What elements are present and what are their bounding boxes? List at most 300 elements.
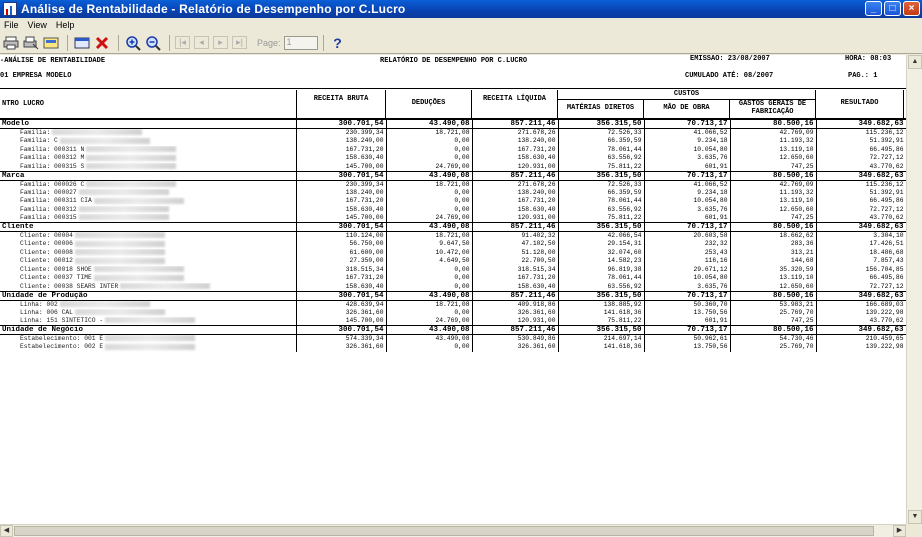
- row-label-cell: [0, 335, 296, 344]
- table-cell: 166.689,03: [816, 300, 906, 309]
- table-cell: 230.399,34: [296, 180, 386, 189]
- table-cell: 13.119,10: [730, 146, 816, 155]
- window-title: Análise de Rentabilidade - Relatório de Desempenho por C.Lucro: [21, 2, 406, 16]
- row-label-cell: [0, 309, 296, 318]
- group-total-cell: 857.211,46: [472, 120, 558, 129]
- table-cell: 747,25: [730, 163, 816, 172]
- table-cell: 17.426,51: [816, 240, 906, 249]
- table-cell: 0,00: [386, 137, 472, 146]
- table-cell: 3.635,76: [644, 154, 730, 163]
- table-row: [0, 197, 906, 206]
- redacted-text: [94, 198, 184, 204]
- table-row: [0, 206, 906, 215]
- table-cell: 42.769,09: [730, 180, 816, 189]
- table-cell: 3.635,76: [644, 283, 730, 292]
- table-cell: 326.361,60: [296, 343, 386, 352]
- table-cell: 29.154,31: [558, 240, 644, 249]
- menu-file[interactable]: File: [4, 20, 19, 30]
- horizontal-scrollbar[interactable]: [0, 524, 906, 537]
- table-row: [0, 163, 906, 172]
- scroll-thumb[interactable]: [14, 526, 874, 536]
- row-label-cell: [0, 214, 296, 223]
- table-cell: 0,00: [386, 146, 472, 155]
- table-cell: 167.731,20: [296, 146, 386, 155]
- group-label: Unidade de Negócio: [0, 326, 296, 335]
- table-cell: 75.811,22: [558, 317, 644, 326]
- table-cell: 230.399,34: [296, 129, 386, 138]
- table-cell: 318.515,34: [296, 266, 386, 275]
- table-cell: 96.819,38: [558, 266, 644, 275]
- window-controls: [865, 1, 920, 16]
- report-page: [0, 55, 906, 524]
- table-cell: 4.649,50: [386, 257, 472, 266]
- row-label-cell: [0, 300, 296, 309]
- table-cell: 158.630,40: [296, 154, 386, 163]
- table-cell: 35.320,59: [730, 266, 816, 275]
- next-page-icon[interactable]: ▸: [213, 36, 228, 49]
- table-cell: 51.392,91: [816, 189, 906, 198]
- table-cell: 51.392,91: [816, 137, 906, 146]
- table-cell: 61.600,00: [296, 249, 386, 258]
- table-cell: 66.495,86: [816, 146, 906, 155]
- table-row: [0, 214, 906, 223]
- col-receita-liquida: RECEITA LÍQUIDA: [472, 90, 558, 119]
- table-row: [0, 154, 906, 163]
- group-total-cell: 349.682,63: [816, 326, 906, 335]
- table-cell: 145.700,00: [296, 317, 386, 326]
- row-label-cell: [0, 274, 296, 283]
- table-cell: 66.495,86: [816, 274, 906, 283]
- scrollbar-corner: [906, 524, 922, 537]
- print-icon[interactable]: [2, 34, 20, 52]
- table-cell: 313,21: [730, 249, 816, 258]
- report-table: [0, 119, 906, 352]
- redacted-text: [75, 249, 165, 255]
- table-cell: 158.630,40: [296, 283, 386, 292]
- table-cell: 138.240,00: [472, 189, 558, 198]
- group-total-cell: 300.701,54: [296, 291, 386, 300]
- table-cell: 0,00: [386, 189, 472, 198]
- row-label: Família: 000312 M: [20, 154, 85, 162]
- table-cell: 144,68: [730, 257, 816, 266]
- table-cell: 63.556,92: [558, 206, 644, 215]
- group-total-cell: 356.315,50: [558, 171, 644, 180]
- row-label-cell: [0, 154, 296, 163]
- row-label: Família: 000315: [20, 214, 77, 221]
- vertical-scrollbar[interactable]: [906, 55, 922, 524]
- report-emission-date: EMISSÃO: 23/08/2007: [690, 55, 770, 63]
- row-label: Estabelecimento: 002 E: [20, 343, 104, 351]
- group-total-cell: 70.713,17: [644, 171, 730, 180]
- app-icon[interactable]: [3, 2, 17, 16]
- table-cell: 0,00: [386, 283, 472, 292]
- col-mao-obra: MÃO DE OBRA: [644, 100, 730, 119]
- redacted-text: [105, 344, 195, 350]
- table-cell: 24.769,00: [386, 317, 472, 326]
- group-total-cell: 349.682,63: [816, 171, 906, 180]
- redacted-text: [79, 214, 169, 220]
- redacted-text: [105, 335, 195, 341]
- table-cell: 158.630,40: [296, 206, 386, 215]
- table-row: [0, 309, 906, 318]
- table-cell: 141.618,36: [558, 309, 644, 318]
- group-total-cell: 857.211,46: [472, 326, 558, 335]
- table-row: [0, 274, 906, 283]
- redacted-text: [105, 317, 195, 323]
- group-label: Unidade de Produção: [0, 291, 296, 300]
- table-cell: 50.962,61: [644, 335, 730, 344]
- redacted-text: [75, 232, 165, 238]
- table-cell: 0,00: [386, 343, 472, 352]
- table-cell: 25.769,70: [730, 309, 816, 318]
- row-label: Estabelecimento: 001 E: [20, 335, 104, 342]
- table-row: [0, 232, 906, 241]
- row-label-cell: [0, 249, 296, 258]
- row-label: Família: 000311 N: [20, 145, 85, 153]
- table-cell: 72.727,12: [816, 154, 906, 163]
- scroll-up-icon[interactable]: ▲: [908, 55, 922, 69]
- row-label: Família: 000315 S: [20, 162, 85, 170]
- row-label-cell: [0, 180, 296, 189]
- table-cell: 530.849,86: [472, 335, 558, 344]
- table-cell: 75.811,22: [558, 214, 644, 223]
- table-cell: 72.526,33: [558, 129, 644, 138]
- row-label-cell: [0, 146, 296, 155]
- group-total-cell: 43.490,08: [386, 291, 472, 300]
- table-cell: 41.066,52: [644, 129, 730, 138]
- table-cell: 115.236,12: [816, 180, 906, 189]
- group-total-row: [0, 326, 906, 335]
- table-cell: 22.700,50: [472, 257, 558, 266]
- table-cell: 12.650,60: [730, 154, 816, 163]
- table-cell: 214.697,14: [558, 335, 644, 344]
- group-total-cell: 857.211,46: [472, 291, 558, 300]
- group-total-cell: 80.500,16: [730, 120, 816, 129]
- report-title: RELATÓRIO DE DESEMPENHO POR C.LUCRO: [380, 57, 528, 65]
- table-cell: 3.304,10: [816, 232, 906, 241]
- table-cell: 29.671,12: [644, 266, 730, 275]
- redacted-text: [120, 283, 210, 289]
- table-cell: 14.582,23: [558, 257, 644, 266]
- table-cell: 326.361,60: [472, 309, 558, 318]
- table-cell: 53.983,21: [730, 300, 816, 309]
- table-cell: 167.731,20: [296, 197, 386, 206]
- table-row: [0, 137, 906, 146]
- table-row: [0, 180, 906, 189]
- table-cell: 13.119,10: [730, 274, 816, 283]
- table-cell: 283,36: [730, 240, 816, 249]
- table-cell: 0,00: [386, 206, 472, 215]
- table-cell: 12.650,60: [730, 283, 816, 292]
- row-label: Família: C: [20, 137, 58, 145]
- close-button[interactable]: ×: [903, 1, 920, 16]
- row-label-cell: [0, 206, 296, 215]
- group-total-cell: 356.315,50: [558, 120, 644, 129]
- table-cell: 9.234,18: [644, 189, 730, 198]
- row-label-cell: [0, 317, 296, 326]
- table-cell: 18.721,08: [386, 129, 472, 138]
- table-cell: 47.102,50: [472, 240, 558, 249]
- row-label: Família: 000026 C: [20, 180, 85, 188]
- table-cell: 167.731,20: [472, 146, 558, 155]
- last-page-icon[interactable]: ▸|: [232, 36, 247, 49]
- group-total-cell: 43.490,08: [386, 120, 472, 129]
- print-setup-icon[interactable]: [22, 34, 40, 52]
- page-input[interactable]: 1: [284, 36, 318, 50]
- table-cell: 326.361,60: [472, 343, 558, 352]
- group-total-cell: 300.701,54: [296, 120, 386, 129]
- table-cell: 24.769,00: [386, 163, 472, 172]
- row-label: Família: 000312: [20, 205, 77, 213]
- table-cell: 43.490,08: [386, 335, 472, 344]
- title-bar[interactable]: [0, 0, 922, 18]
- menu-bar: [0, 18, 922, 32]
- table-row: [0, 257, 906, 266]
- table-cell: 78.061,44: [558, 197, 644, 206]
- table-cell: 32.074,60: [558, 249, 644, 258]
- redacted-text: [86, 146, 176, 152]
- table-cell: 120.931,00: [472, 317, 558, 326]
- report-page-number: PAG.: 1: [848, 72, 878, 80]
- table-cell: 253,43: [644, 249, 730, 258]
- table-cell: 138.240,00: [296, 189, 386, 198]
- row-label: Cliente: 00012: [20, 257, 73, 265]
- table-cell: 232,32: [644, 240, 730, 249]
- table-cell: 66.359,59: [558, 137, 644, 146]
- table-cell: 9.234,18: [644, 137, 730, 146]
- table-cell: 271.678,26: [472, 129, 558, 138]
- group-total-cell: 300.701,54: [296, 223, 386, 232]
- report-app-title: -ANÁLISE DE RENTABILIDADE: [0, 57, 106, 65]
- table-cell: 56.750,00: [296, 240, 386, 249]
- table-cell: 158.630,40: [472, 283, 558, 292]
- table-cell: 43.770,62: [816, 317, 906, 326]
- col-resultado: RESULTADO: [816, 90, 904, 119]
- table-cell: 72.727,12: [816, 283, 906, 292]
- table-cell: 0,00: [386, 309, 472, 318]
- group-total-cell: 300.701,54: [296, 326, 386, 335]
- table-cell: 601,91: [644, 317, 730, 326]
- scroll-left-icon[interactable]: ◀: [0, 525, 13, 537]
- redacted-text: [94, 266, 184, 272]
- table-cell: 574.339,34: [296, 335, 386, 344]
- table-cell: 10.054,80: [644, 197, 730, 206]
- table-cell: 50.360,70: [644, 300, 730, 309]
- group-label: Modelo: [0, 120, 296, 129]
- table-cell: 120.931,00: [472, 214, 558, 223]
- table-cell: 9.647,50: [386, 240, 472, 249]
- table-cell: 63.556,92: [558, 154, 644, 163]
- group-total-cell: 356.315,50: [558, 291, 644, 300]
- export-icon[interactable]: [42, 34, 60, 52]
- table-cell: 139.222,98: [816, 343, 906, 352]
- group-total-cell: 80.500,16: [730, 223, 816, 232]
- first-page-icon[interactable]: |◂: [175, 36, 190, 49]
- table-cell: 10.472,00: [386, 249, 472, 258]
- menu-help[interactable]: Help: [55, 20, 75, 30]
- row-label-cell: [0, 266, 296, 275]
- table-row: [0, 129, 906, 138]
- minimize-button[interactable]: _: [865, 1, 882, 16]
- table-cell: 13.750,56: [644, 343, 730, 352]
- redacted-text: [60, 301, 150, 307]
- table-cell: 91.402,32: [472, 232, 558, 241]
- report-cumulative-date: CUMULADO ATÉ: 08/2007: [685, 72, 774, 80]
- row-label-cell: [0, 137, 296, 146]
- group-total-row: [0, 291, 906, 300]
- row-label: Cliente: 00037 TIME: [20, 274, 92, 282]
- group-total-cell: 43.490,08: [386, 223, 472, 232]
- toolbar: [0, 32, 922, 54]
- group-total-cell: 70.713,17: [644, 223, 730, 232]
- page-label: Page:: [257, 37, 281, 48]
- table-cell: 0,00: [386, 266, 472, 275]
- col-deducoes: DEDUÇÕES: [386, 90, 472, 119]
- prev-page-icon[interactable]: ◂: [194, 36, 209, 49]
- zoom-out-icon[interactable]: [144, 34, 162, 52]
- row-label-cell: [0, 257, 296, 266]
- group-label: Marca: [0, 171, 296, 180]
- group-total-cell: 356.315,50: [558, 326, 644, 335]
- table-cell: 120.931,00: [472, 163, 558, 172]
- row-label-cell: [0, 283, 296, 292]
- table-cell: 210.459,65: [816, 335, 906, 344]
- group-total-cell: 356.315,50: [558, 223, 644, 232]
- table-cell: 42.066,54: [558, 232, 644, 241]
- scroll-down-icon[interactable]: ▼: [908, 510, 922, 524]
- table-cell: 63.556,92: [558, 283, 644, 292]
- group-total-row: [0, 223, 906, 232]
- redacted-text: [60, 138, 150, 144]
- table-cell: 116,16: [644, 257, 730, 266]
- row-label: Cliente: 00038 SEARS INTER: [20, 282, 119, 290]
- table-cell: 18.721,08: [386, 300, 472, 309]
- redacted-text: [52, 129, 142, 135]
- table-cell: 18.486,68: [816, 249, 906, 258]
- table-cell: 18.721,08: [386, 180, 472, 189]
- table-cell: 27.350,00: [296, 257, 386, 266]
- table-row: [0, 300, 906, 309]
- menu-view[interactable]: View: [27, 20, 47, 30]
- group-total-row: [0, 171, 906, 180]
- table-cell: 3.635,76: [644, 206, 730, 215]
- group-total-cell: 70.713,17: [644, 120, 730, 129]
- table-cell: 24.769,00: [386, 214, 472, 223]
- table-row: [0, 249, 906, 258]
- table-cell: 138.240,00: [296, 137, 386, 146]
- table-cell: 7.857,43: [816, 257, 906, 266]
- toolbar-separator: [67, 35, 68, 51]
- table-cell: 78.061,44: [558, 146, 644, 155]
- row-label-cell: [0, 189, 296, 198]
- table-cell: 42.769,09: [730, 129, 816, 138]
- report-time: HORA: 08:03: [845, 55, 892, 63]
- row-label: Cliente: 00006: [20, 240, 73, 248]
- table-row: [0, 343, 906, 352]
- table-row: [0, 146, 906, 155]
- row-label-cell: [0, 240, 296, 249]
- help-icon[interactable]: ?: [333, 34, 342, 51]
- toolbar-separator: [323, 35, 324, 51]
- group-total-row: [0, 120, 906, 129]
- table-cell: 115.236,12: [816, 129, 906, 138]
- table-cell: 158.630,40: [472, 206, 558, 215]
- group-total-cell: 70.713,17: [644, 291, 730, 300]
- table-cell: 78.061,44: [558, 274, 644, 283]
- table-cell: 271.678,26: [472, 180, 558, 189]
- delete-icon[interactable]: [93, 34, 111, 52]
- row-label: Cliente: 00018 SHOE: [20, 265, 92, 273]
- table-cell: 66.495,86: [816, 197, 906, 206]
- row-label: Linha: 002: [20, 300, 58, 308]
- row-label: Cliente: 00008: [20, 248, 73, 256]
- table-cell: 428.639,94: [296, 300, 386, 309]
- table-cell: 10.054,80: [644, 146, 730, 155]
- table-cell: 167.731,20: [296, 274, 386, 283]
- group-total-cell: 349.682,63: [816, 120, 906, 129]
- row-label: Família: 000311 CIA: [20, 197, 92, 205]
- row-label-cell: [0, 343, 296, 352]
- table-cell: 141.618,36: [558, 343, 644, 352]
- table-cell: 139.222,98: [816, 309, 906, 318]
- redacted-text: [75, 309, 165, 315]
- window-view-icon[interactable]: [73, 34, 91, 52]
- table-cell: 318.515,34: [472, 266, 558, 275]
- group-total-cell: 43.490,08: [386, 326, 472, 335]
- col-receita-bruta: RECEITA BRUTA: [296, 90, 386, 119]
- toolbar-separator: [118, 35, 119, 51]
- col-custos: CUSTOS: [558, 90, 816, 100]
- table-row: [0, 240, 906, 249]
- row-label: Família:: [20, 129, 51, 136]
- table-cell: 409.918,86: [472, 300, 558, 309]
- table-cell: 51.128,00: [472, 249, 558, 258]
- row-label-cell: [0, 232, 296, 241]
- redacted-text: [79, 206, 169, 212]
- table-cell: 138.885,92: [558, 300, 644, 309]
- table-cell: 156.704,85: [816, 266, 906, 275]
- scroll-right-icon[interactable]: ▶: [893, 525, 906, 537]
- table-cell: 326.361,60: [296, 309, 386, 318]
- table-cell: 167.731,20: [472, 274, 558, 283]
- table-cell: 110.124,00: [296, 232, 386, 241]
- header-divider: [0, 88, 906, 89]
- table-cell: 54.730,46: [730, 335, 816, 344]
- row-label-cell: [0, 163, 296, 172]
- group-total-cell: 857.211,46: [472, 171, 558, 180]
- redacted-text: [75, 241, 165, 247]
- row-label-cell: [0, 129, 296, 138]
- table-cell: 11.193,32: [730, 137, 816, 146]
- col-gastos: GASTOS GERAIS DE FABRICAÇÃO: [730, 100, 816, 119]
- table-cell: 75.811,22: [558, 163, 644, 172]
- table-cell: 66.359,59: [558, 189, 644, 198]
- table-cell: 747,25: [730, 214, 816, 223]
- table-row: [0, 335, 906, 344]
- maximize-button[interactable]: □: [884, 1, 901, 16]
- table-cell: 13.119,10: [730, 197, 816, 206]
- redacted-text: [94, 275, 184, 281]
- table-cell: 601,91: [644, 214, 730, 223]
- table-cell: 145.700,00: [296, 214, 386, 223]
- table-cell: 43.770,62: [816, 214, 906, 223]
- table-row: [0, 266, 906, 275]
- col-centro-lucro: NTRO LUCRO: [2, 100, 45, 108]
- table-cell: 0,00: [386, 154, 472, 163]
- group-total-cell: 80.500,16: [730, 291, 816, 300]
- group-total-cell: 349.682,63: [816, 223, 906, 232]
- zoom-in-icon[interactable]: [124, 34, 142, 52]
